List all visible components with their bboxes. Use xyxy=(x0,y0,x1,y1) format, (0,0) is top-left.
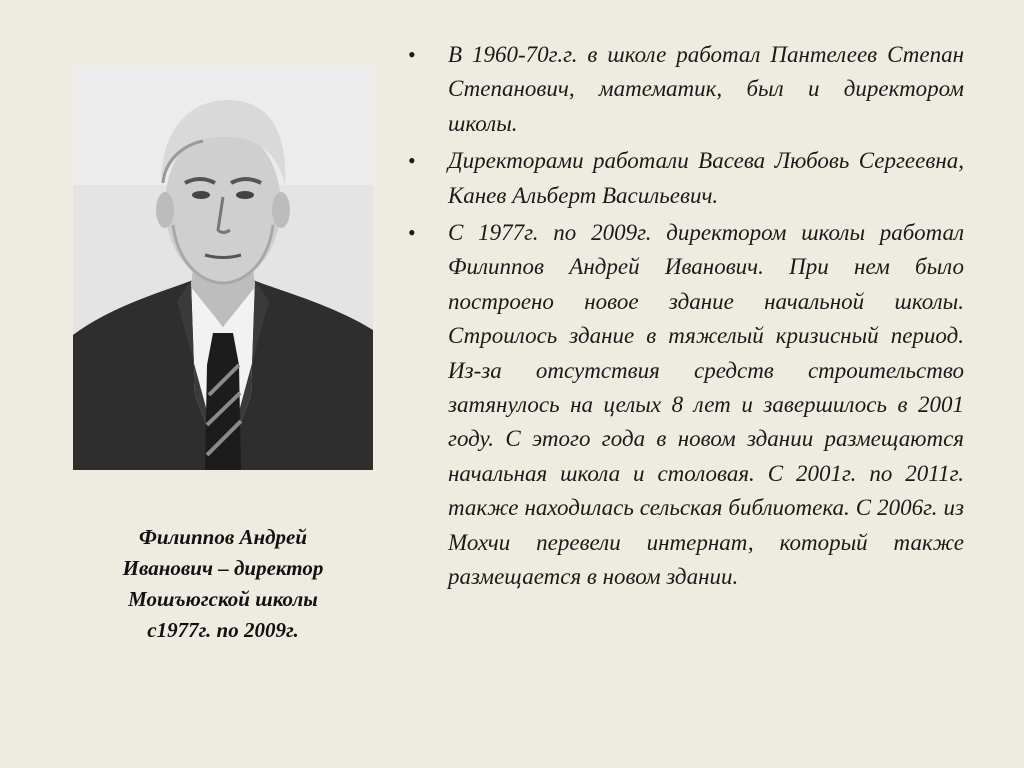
bullet-item: • Директорами работали Васева Любовь Сергеевна, Канев Альберт Васильевич. xyxy=(408,144,964,213)
portrait-photo xyxy=(73,65,373,470)
bullet-item: • С 1977г. по 2009г. директором школы работал Филиппов Андрей Иванович. При нем было построено новое здание начальной школы. Строилось здание в тяжелый кризисный период. Из-за отсутствия средств строительство затянулось на целых 8 лет и завершилось в 2001 году. С этого года в новом здании размещаются начальная школа и столовая. С 2001г. по 2011г. также находилась сельская библиотека. С 2006г. из Мохчи перевели интернат, который также размещается в новом здании. xyxy=(408,216,964,594)
caption-line: Мошъюгской школы xyxy=(128,587,318,611)
bullet-item: • В 1960-70г.г. в школе работал Пантелеев Степан Степанович, математик, был и директором школы. xyxy=(408,38,964,141)
photo-caption xyxy=(80,522,366,646)
caption-line: Иванович – директор xyxy=(122,556,324,580)
bullet-list xyxy=(408,38,964,598)
caption-line: с1977г. по 2009г. xyxy=(147,618,299,642)
caption-line: Филиппов Андрей xyxy=(138,525,308,549)
